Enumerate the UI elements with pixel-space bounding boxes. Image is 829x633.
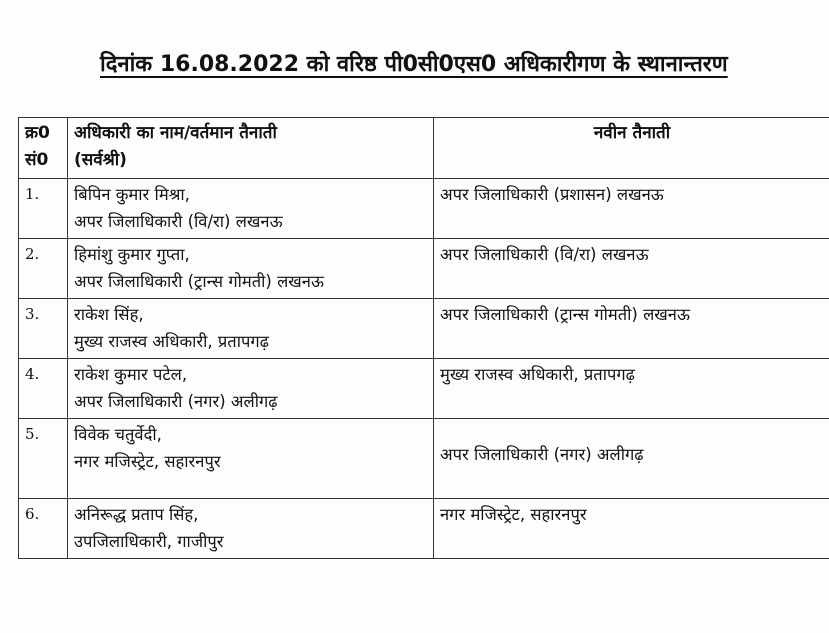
header-serial-line-2: सं0 — [25, 150, 49, 170]
new-posting: अपर जिलाधिकारी (प्रशासन) लखनऊ — [434, 179, 829, 239]
current-posting: अपर जिलाधिकारी (ट्रान्स गोमती) लखनऊ — [74, 272, 324, 291]
row-officer — [68, 499, 434, 559]
row-serial: 1. — [19, 179, 68, 239]
new-posting: अपर जिलाधिकारी (नगर) अलीगढ़ — [434, 419, 829, 499]
row-officer — [68, 239, 434, 299]
officer-name: विवेक चतुर्वेदी, — [74, 425, 162, 444]
header-officer-line-2: (सर्वश्री) — [74, 150, 127, 170]
header-serial-line-1: क्र0 — [25, 123, 50, 143]
table-row — [19, 239, 829, 299]
row-officer — [68, 299, 434, 359]
header-new-posting: नवीन तैनाती — [434, 118, 829, 179]
current-posting: नगर मजिस्ट्रेट, सहारनपुर — [74, 452, 221, 471]
row-officer — [68, 179, 434, 239]
new-posting: नगर मजिस्ट्रेट, सहारनपुर — [434, 499, 829, 559]
transfer-table — [18, 117, 829, 559]
table-row — [19, 419, 829, 499]
header-officer-line-1: अधिकारी का नाम/वर्तमान तैनाती — [74, 123, 277, 143]
officer-name: राकेश कुमार पटेल, — [74, 365, 188, 384]
officer-name: अनिरूद्ध प्रताप सिंह, — [74, 505, 199, 524]
header-officer — [68, 118, 434, 179]
new-posting: अपर जिलाधिकारी (ट्रान्स गोमती) लखनऊ — [434, 299, 829, 359]
table-row — [19, 179, 829, 239]
row-serial: 3. — [19, 299, 68, 359]
current-posting: अपर जिलाधिकारी (वि/रा) लखनऊ — [74, 212, 283, 231]
officer-name: बिपिन कुमार मिश्रा, — [74, 185, 190, 204]
table-row — [19, 499, 829, 559]
table-row — [19, 359, 829, 419]
current-posting: उपजिलाधिकारी, गाजीपुर — [74, 532, 224, 551]
row-officer — [68, 359, 434, 419]
row-officer — [68, 419, 434, 499]
row-serial: 4. — [19, 359, 68, 419]
document-title: दिनांक 16.08.2022 को वरिष्ठ पी0सी0एस0 अधिकारीगण के स्थानान्तरण — [100, 52, 728, 77]
officer-name: राकेश सिंह, — [74, 305, 144, 324]
new-posting: अपर जिलाधिकारी (वि/रा) लखनऊ — [434, 239, 829, 299]
table-header-row — [19, 118, 829, 179]
row-serial: 2. — [19, 239, 68, 299]
current-posting: मुख्य राजस्व अधिकारी, प्रतापगढ़ — [74, 332, 269, 351]
row-serial: 5. — [19, 419, 68, 499]
table-row — [19, 299, 829, 359]
new-posting: मुख्य राजस्व अधिकारी, प्रतापगढ़ — [434, 359, 829, 419]
current-posting: अपर जिलाधिकारी (नगर) अलीगढ़ — [74, 392, 278, 411]
officer-name: हिमांशु कुमार गुप्ता, — [74, 245, 190, 264]
header-serial — [19, 118, 68, 179]
row-serial: 6. — [19, 499, 68, 559]
